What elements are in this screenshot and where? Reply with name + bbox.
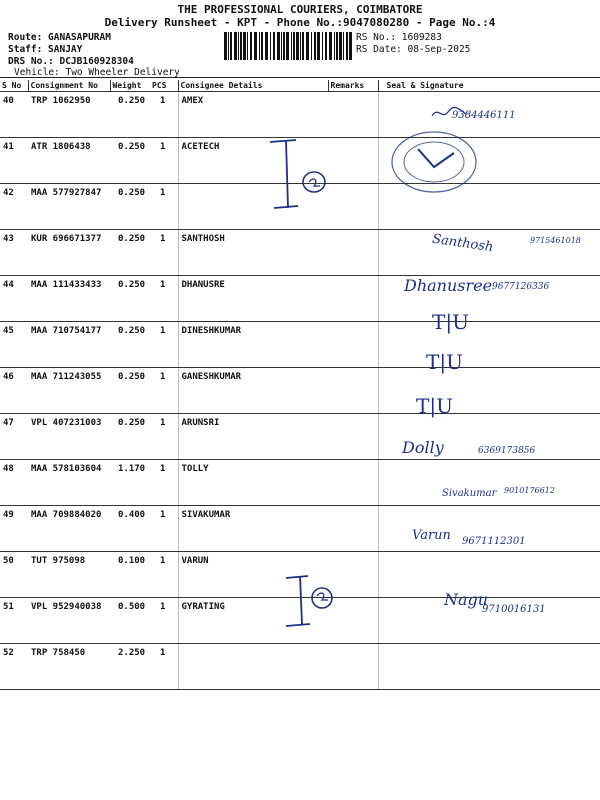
cell-remarks (328, 368, 378, 414)
cell-remarks (328, 92, 378, 138)
signature-40-scribble (430, 104, 470, 122)
barcode-bar (311, 32, 312, 60)
cell-weight: 0.250 (110, 138, 150, 184)
col-pcs: PCS (150, 80, 178, 92)
barcode-bar (243, 32, 246, 60)
col-weight: Weight (110, 80, 150, 92)
cell-pcs: 1 (150, 506, 178, 552)
barcode-bar (283, 32, 285, 60)
cell-weight: 0.400 (110, 506, 150, 552)
barcode-bar (317, 32, 320, 60)
pen-mark-41-42 (266, 138, 336, 214)
cell-pcs: 1 (150, 598, 178, 644)
cell-remarks (328, 230, 378, 276)
signature-44-phone: 9677126336 (492, 282, 550, 292)
barcode-bar (346, 32, 348, 60)
barcode-bar (349, 32, 352, 60)
cell-sno: 47 (0, 414, 28, 460)
signature-43: Santhosh (431, 231, 495, 256)
cell-consignee: ACETECH (178, 138, 328, 184)
barcode-bar (306, 32, 309, 60)
cell-pcs: 1 (150, 368, 178, 414)
staff-label: Staff: SANJAY (8, 44, 83, 55)
cell-seal-signature (378, 552, 600, 598)
signature-43-phone: 9715461018 (530, 236, 581, 245)
col-consignment: Consignment No (28, 80, 110, 92)
barcode-bar (254, 32, 257, 60)
cell-consignee: SANTHOSH (178, 230, 328, 276)
barcode-bar (247, 32, 248, 60)
barcode-bar (343, 32, 344, 60)
cell-remarks (328, 644, 378, 690)
signature-40-phone: 9384446111 (452, 110, 516, 121)
cell-pcs: 1 (150, 138, 178, 184)
cell-weight: 0.250 (110, 92, 150, 138)
col-consignee: Consignee Details (178, 80, 328, 92)
table-row (0, 644, 600, 690)
barcode-bar (261, 32, 263, 60)
cell-consignee: AMEX (178, 92, 328, 138)
cell-sno: 41 (0, 138, 28, 184)
barcode-bar (293, 32, 295, 60)
cell-weight: 2.250 (110, 644, 150, 690)
cell-pcs: 1 (150, 230, 178, 276)
barcode-bar (240, 32, 242, 60)
table-row (0, 460, 600, 506)
barcode-bar (300, 32, 301, 60)
barcode-bar (336, 32, 338, 60)
rs-date: RS Date: 08-Sep-2025 (356, 44, 471, 55)
cell-remarks (328, 322, 378, 368)
cell-pcs: 1 (150, 276, 178, 322)
cell-pcs: 1 (150, 322, 178, 368)
cell-seal-signature (378, 368, 600, 414)
cell-seal-signature (378, 322, 600, 368)
signature-46: T|U (426, 350, 463, 374)
table-row (0, 230, 600, 276)
cell-sno: 50 (0, 552, 28, 598)
barcode-bar (228, 32, 229, 60)
signature-48-phone: 6369173856 (478, 446, 536, 456)
barcode-bar (277, 32, 280, 60)
table-header-row (0, 80, 600, 92)
cell-sno: 42 (0, 184, 28, 230)
signature-49-phone: 9010176612 (504, 486, 555, 495)
cell-weight: 0.100 (110, 552, 150, 598)
cell-consignment: VPL 407231003 (28, 414, 110, 460)
cell-consignee: SIVAKUMAR (178, 506, 328, 552)
header-divider (0, 77, 600, 78)
cell-consignee: DINESHKUMAR (178, 322, 328, 368)
drs-number: DRS No.: DCJB160928304 (8, 56, 134, 67)
barcode-bar (339, 32, 342, 60)
cell-consignee (178, 644, 328, 690)
table-row (0, 368, 600, 414)
cell-weight: 0.250 (110, 322, 150, 368)
signature-49: Sivakumar (442, 488, 497, 499)
cell-sno: 52 (0, 644, 28, 690)
cell-pcs: 1 (150, 92, 178, 138)
signature-45: T|U (432, 310, 469, 334)
cell-pcs: 1 (150, 414, 178, 460)
cell-seal-signature (378, 644, 600, 690)
barcode-bar (314, 32, 316, 60)
cell-pcs: 1 (150, 552, 178, 598)
barcode-bar (286, 32, 289, 60)
cell-pcs: 1 (150, 644, 178, 690)
cell-remarks (328, 414, 378, 460)
signature-47: T|U (416, 394, 453, 418)
cell-consignee: VARUN (178, 552, 328, 598)
cell-consignee: GANESHKUMAR (178, 368, 328, 414)
cell-consignment: TRP 758450 (28, 644, 110, 690)
cell-pcs: 1 (150, 460, 178, 506)
table-row (0, 322, 600, 368)
cell-consignment: VPL 952940038 (28, 598, 110, 644)
barcode (224, 32, 352, 60)
barcode-bar (224, 32, 227, 60)
signature-52: Nagu (444, 590, 489, 609)
barcode-bar (270, 32, 271, 60)
runsheet-title: Delivery Runsheet - KPT - Phone No.:9047080280 - Page No.:4 (104, 16, 496, 29)
cell-consignee: GYRATING (178, 598, 328, 644)
barcode-bar (329, 32, 332, 60)
route-label: Route: GANASAPURAM (8, 32, 111, 43)
barcode-bar (325, 32, 327, 60)
cell-consignment: MAA 710754177 (28, 322, 110, 368)
col-sno: S No (0, 80, 28, 92)
signature-50: Varun (412, 528, 451, 543)
cell-consignment: MAA 577927847 (28, 184, 110, 230)
cell-weight: 0.250 (110, 276, 150, 322)
cell-consignment: ATR 1806438 (28, 138, 110, 184)
cell-sno: 49 (0, 506, 28, 552)
cell-consignment: TRP 1062950 (28, 92, 110, 138)
cell-remarks (328, 506, 378, 552)
signature-50-phone: 9671112301 (462, 536, 526, 547)
cell-sno: 43 (0, 230, 28, 276)
pen-mark-52 (282, 574, 342, 630)
col-seal-signature: Seal & Signature (378, 80, 600, 92)
barcode-bar (273, 32, 275, 60)
cell-sno: 46 (0, 368, 28, 414)
company-name: THE PROFESSIONAL COURIERS, COIMBATORE (177, 3, 423, 16)
cell-sno: 40 (0, 92, 28, 138)
cell-consignment: MAA 111433433 (28, 276, 110, 322)
vehicle-label: Vehicle: Two Wheeler Delivery (14, 67, 180, 78)
cell-weight: 1.170 (110, 460, 150, 506)
barcode-bar (322, 32, 323, 60)
cell-consignment: MAA 709884020 (28, 506, 110, 552)
barcode-bar (334, 32, 335, 60)
company-seal-stamp (388, 127, 480, 197)
cell-consignment: KUR 696671377 (28, 230, 110, 276)
cell-consignee: DHANUSRE (178, 276, 328, 322)
rs-number: RS No.: 1609283 (356, 32, 442, 43)
cell-consignee: ARUNSRI (178, 414, 328, 460)
signature-48: Dolly (402, 438, 444, 457)
cell-consignment: MAA 711243055 (28, 368, 110, 414)
barcode-bar (265, 32, 268, 60)
cell-sno: 51 (0, 598, 28, 644)
barcode-bar (234, 32, 237, 60)
cell-weight: 0.250 (110, 368, 150, 414)
barcode-bar (259, 32, 260, 60)
cell-consignment: MAA 578103604 (28, 460, 110, 506)
barcode-bar (250, 32, 252, 60)
cell-weight: 0.500 (110, 598, 150, 644)
barcode-bar (281, 32, 282, 60)
cell-remarks (328, 276, 378, 322)
cell-weight: 0.250 (110, 230, 150, 276)
cell-weight: 0.250 (110, 414, 150, 460)
barcode-bar (296, 32, 299, 60)
cell-remarks (328, 460, 378, 506)
cell-sno: 48 (0, 460, 28, 506)
signature-44: Dhanusree (404, 276, 493, 295)
cell-consignment: TUT 975098 (28, 552, 110, 598)
cell-consignee: TOLLY (178, 460, 328, 506)
col-remarks: Remarks (328, 80, 378, 92)
cell-pcs: 1 (150, 184, 178, 230)
barcode-bar (238, 32, 239, 60)
signature-52-phone: 9710016131 (482, 604, 546, 615)
cell-sno: 45 (0, 322, 28, 368)
barcode-bar (230, 32, 232, 60)
barcode-bar (302, 32, 304, 60)
barcode-bar (291, 32, 292, 60)
cell-weight: 0.250 (110, 184, 150, 230)
cell-sno: 44 (0, 276, 28, 322)
